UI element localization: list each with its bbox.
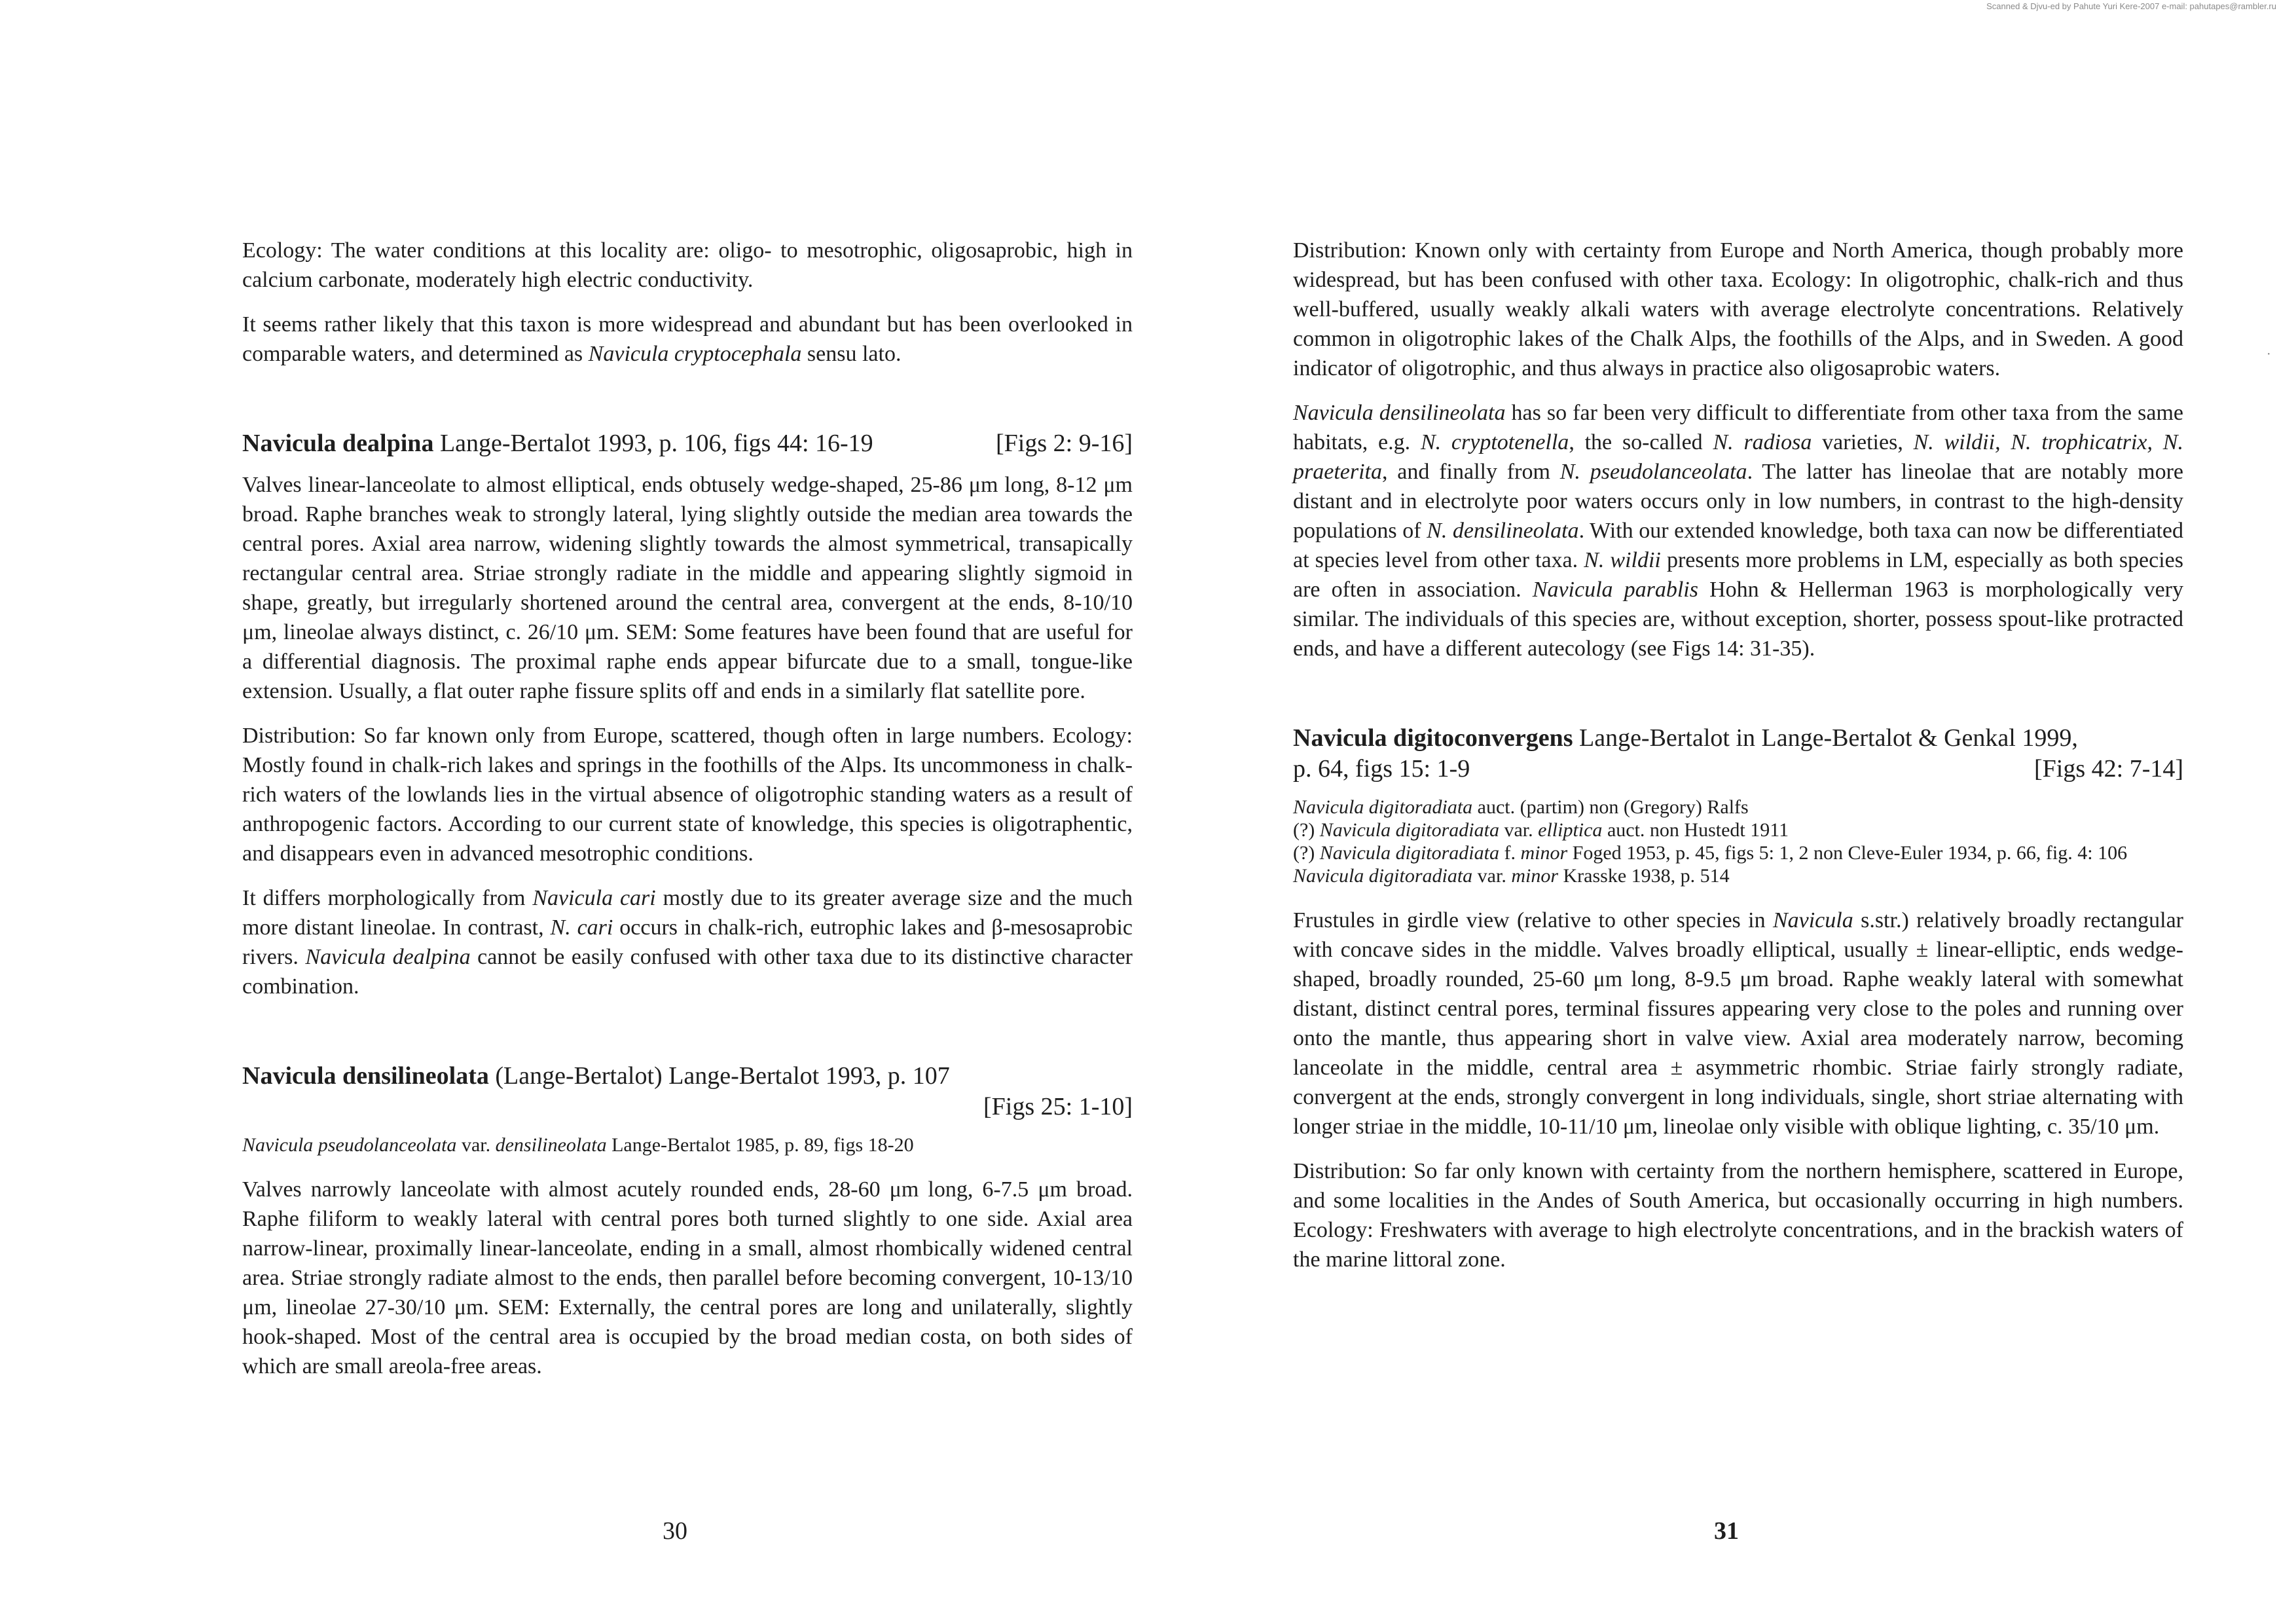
- digitoconvergens-description: Frustules in girdle view (relative to other species in Navicula s.str.) relatively broadly rectangular with concave sides in the middle. Valves broadly elliptical, usually ± linear-elliptic, ends wedge-shaped, broadly rounded, 25-60 μm long, 8-9.5 μm broad. Raphe weakly lateral with somewhat distant, distinct central pores, terminal fissures appearing very close to the poles and running over onto the mantle, thus appearing short in valve view. Axial area moderately narrow, becoming lanceolate in the middle, central area ± asymmetric rhombic. Striae fairly strongly radiate, convergent at the ends, strongly convergent in long individuals, single, short striae alternating with longer striae in the middle, 10-11/10 μm, lineolae only visible with oblique lighting, c. 35/10 μm.: [1293, 908, 2183, 1139]
- densilineolata-differentiation: Navicula densilineolata has so far been very difficult to differentiate from other taxa from the same habitats, e.g. N. cryptotenella, the so-called N. radiosa varieties, N. wildii, N. trophicatrix, N. praeterita, and finally from N. pseudolanceolata. The latter has lineolae that are notably more distant and in electrolyte poor waters occurs only in low numbers, in contrast to the high-density populations of N. densilineolata. With our extended knowledge, both taxa can now be differentiated at species level from other taxa. N. wildii presents more problems in LM, especially as both species are often in association. Navicula parablis Hohn & Hellerman 1963 is morphologically very similar. The individuals of this species are, without exception, shorter, possess spout-like protracted ends, and have a different autecology (see Figs 14: 31-35).: [1293, 401, 2184, 661]
- dealpina-description: Valves linear-lanceolate to almost elliptical, ends obtusely wedge-shaped, 25-86 μm long, 8-12 μm broad. Raphe branches weak to strongly lateral, lying slightly outside the median area towards the central pores. Axial area narrow, widening slightly towards the almost symmetrical, transapically rectangular central area. Striae strongly radiate in the middle and appearing slightly sigmoid in shape, greatly, but irregularly shortened around the central area, convergent at the ends, 8-10/10 μm, lineolae always distinct, c. 26/10 μm. SEM: Some features have been found that are useful for a differential diagnosis. The proximal raphe ends appear bifurcate due to a small, tongue-like extension. Usually, a flat outer raphe fissure splits off and ends in a similarly flat satellite pore.: [242, 473, 1133, 703]
- digitoconvergens-heading: Navicula digitoconvergens Lange-Bertalot in Lange-Bertalot & Genkal 1999, p. 64, figs 15: 1-9 [Figs 42: 7-14]: [1293, 723, 2183, 784]
- synonym-list: [1293, 796, 2183, 887]
- synonym: Navicula digitoradiata var. minor Krasske 1938, p. 514: [1293, 865, 1730, 887]
- taxon-name: Navicula dealpina: [242, 430, 434, 457]
- densilineolata-distribution: Distribution: Known only with certainty from Europe and North America, though probably more widespread, but has been confused with other taxa. Ecology: In oligotrophic, chalk-rich and thus well-buffered, usually weakly alkali waters with average electrolyte concentrations. Relatively common in oligotrophic lakes of the Chalk Alps, the foothills of the Alps, and in Sweden. A good indicator of oligotrophic, and thus always in practice also oligosaprobic waters.: [1293, 238, 2183, 380]
- left-page: [242, 236, 1133, 1396]
- widespread-paragraph: It seems rather likely that this taxon is more widespread and abundant but has been overlooked in comparable waters, and determined as Navicula cryptocephala sensu lato.: [242, 312, 1133, 366]
- dealpina-heading: Navicula dealpina Lange-Bertalot 1993, p. 106, figs 44: 16-19 [Figs 2: 9-16]: [242, 428, 1133, 459]
- margin-mark: ·: [2267, 347, 2271, 361]
- dealpina-differentiation: It differs morphologically from Navicula cari mostly due to its greater average size and the much more distant lineolae. In contrast, N. cari occurs in chalk-rich, eutrophic lakes and β-mesosaprobic rivers. Navicula dealpina cannot be easily confused with other taxa due to its distinctive character combination.: [242, 886, 1133, 999]
- figure-reference: [Figs 2: 9-16]: [996, 430, 1133, 457]
- synonym: Navicula digitoradiata auct. (partim) non (Gregory) Ralfs: [1293, 796, 1749, 818]
- densilineolata-heading: Navicula densilineolata (Lange-Bertalot) Lange-Bertalot 1993, p. 107 [Figs 25: 1-10]: [242, 1061, 1133, 1122]
- right-page: [1293, 236, 2183, 1289]
- scan-credit: Scanned & Djvu-ed by Pahute Yuri Kere-2007 e-mail: pahutapes@rambler.ru: [1986, 1, 2276, 11]
- figure-reference: [Figs 42: 7-14]: [2034, 755, 2183, 783]
- taxon-name: Navicula densilineolata: [242, 1062, 489, 1090]
- page-number-left: 30: [663, 1517, 687, 1545]
- densilineolata-description: Valves narrowly lanceolate with almost acutely rounded ends, 28-60 μm long, 6-7.5 μm broad. Raphe filiform to weakly lateral with central pores both turned slightly to one side. Axial area narrow-linear, proximally linear-lanceolate, ending in a small, almost rhombically widened central area. Striae strongly radiate almost to the ends, then parallel before becoming convergent, 10-13/10 μm, lineolae 27-30/10 μm. SEM: Externally, the central pores are long and unilaterally, slightly hook-shaped. Most of the central area is occupied by the broad median costa, on both sides of which are small areola-free areas.: [242, 1177, 1133, 1378]
- synonym: Navicula pseudolanceolata var. densilineolata Lange-Bertalot 1985, p. 89, figs 18-20: [242, 1134, 914, 1156]
- synonym: (?) Navicula digitoradiata f. minor Foged 1953, p. 45, figs 5: 1, 2 non Cleve-Euler 1934, p. 66, fig. 4: 106: [1293, 842, 2128, 864]
- ecology-paragraph: Ecology: The water conditions at this locality are: oligo- to mesotrophic, oligosaprobic, high in calcium carbonate, moderately high electric conductivity.: [242, 238, 1133, 292]
- digitoconvergens-distribution: Distribution: So far only known with certainty from the northern hemisphere, scattered in Europe, and some localities in the Andes of South America, but occasionally occurring in high numbers. Ecology: Freshwaters with average to high electrolyte concentrations, and in the brackish waters of the marine littoral zone.: [1293, 1159, 2183, 1272]
- synonym: (?) Navicula digitoradiata var. elliptica auct. non Hustedt 1911: [1293, 819, 1789, 841]
- page-number-right: 31: [1714, 1517, 1739, 1545]
- figure-reference: [Figs 25: 1-10]: [983, 1093, 1133, 1120]
- taxon-name: Navicula digitoconvergens: [1293, 724, 1573, 752]
- dealpina-distribution: Distribution: So far known only from Europe, scattered, though often in large numbers. Ecology: Mostly found in chalk-rich lakes and springs in the foothills of the Alps. Its uncommoness in chalk-rich waters of the lowlands lies in the virtual absence of oligotrophic standing waters as a result of anthropogenic factors. According to our current state of knowledge, this species is oligotraphentic, and disappears even in advanced mesotrophic conditions.: [242, 724, 1133, 866]
